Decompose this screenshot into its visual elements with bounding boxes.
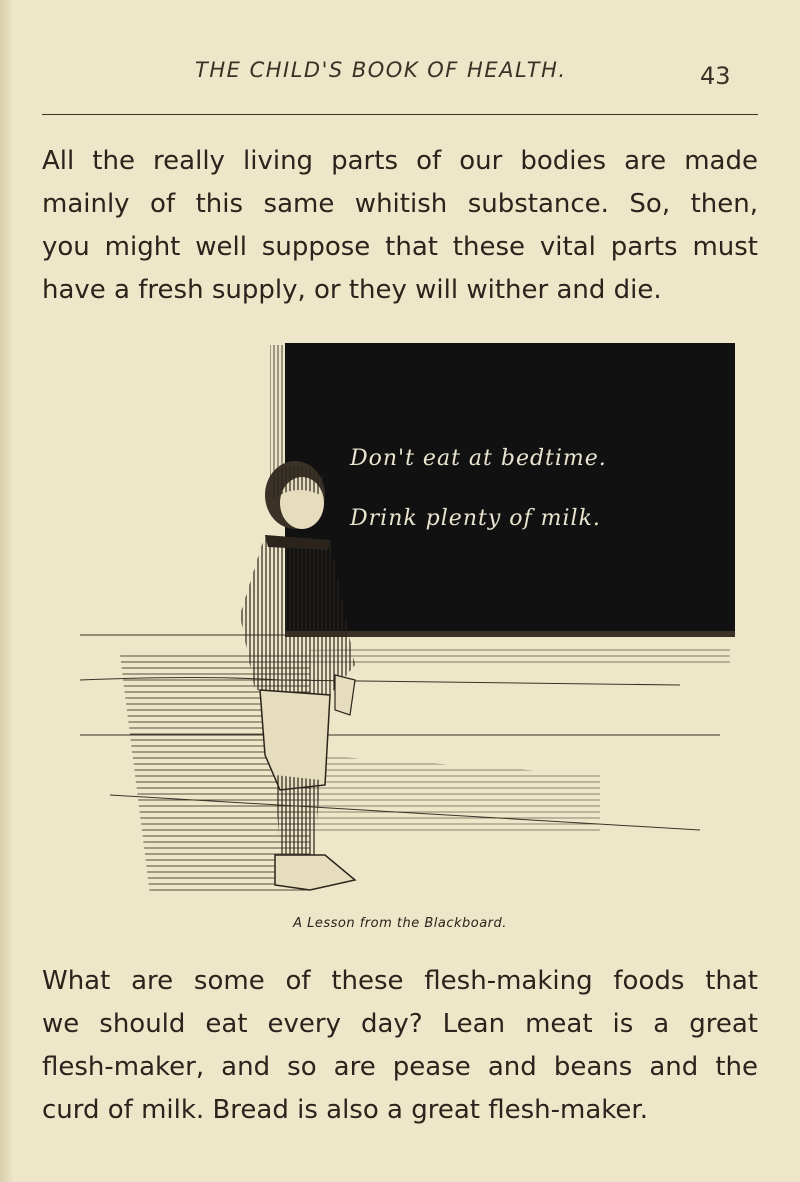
paragraph-line: flesh-maker, and so are pease and beans and the <box>42 1052 758 1082</box>
paragraph-line: you might well suppose that these vital parts must <box>42 232 758 262</box>
paragraph-line: All the really living parts of our bodies are made <box>42 146 758 176</box>
paragraph-line: mainly of this same whitish substance. So, then, <box>42 189 758 219</box>
running-title: THE CHILD'S BOOK OF HEALTH. <box>195 58 567 82</box>
illustration-caption: A Lesson from the Blackboard. <box>293 916 507 931</box>
paragraph-line: have a fresh supply, or they will wither and die. <box>42 275 662 305</box>
floor-hatching <box>80 635 730 895</box>
paragraph-1 <box>42 140 758 312</box>
running-head <box>0 58 800 94</box>
header-rule <box>42 114 758 115</box>
blackboard-line-2: Drink plenty of milk. <box>350 506 601 531</box>
paragraph-line: curd of milk. Bread is also a great flesh-maker. <box>42 1095 648 1125</box>
page-number: 43 <box>700 62 731 90</box>
blackboard-illustration <box>80 335 760 915</box>
paragraph-line: we should eat every day? Lean meat is a great <box>42 1009 758 1039</box>
blackboard-line-1: Don't eat at bedtime. <box>350 446 607 471</box>
paragraph-2 <box>42 960 758 1132</box>
page-edge-shadow <box>0 0 14 1182</box>
blackboard <box>285 343 735 637</box>
paragraph-line: What are some of these flesh-making foods that <box>42 966 758 996</box>
